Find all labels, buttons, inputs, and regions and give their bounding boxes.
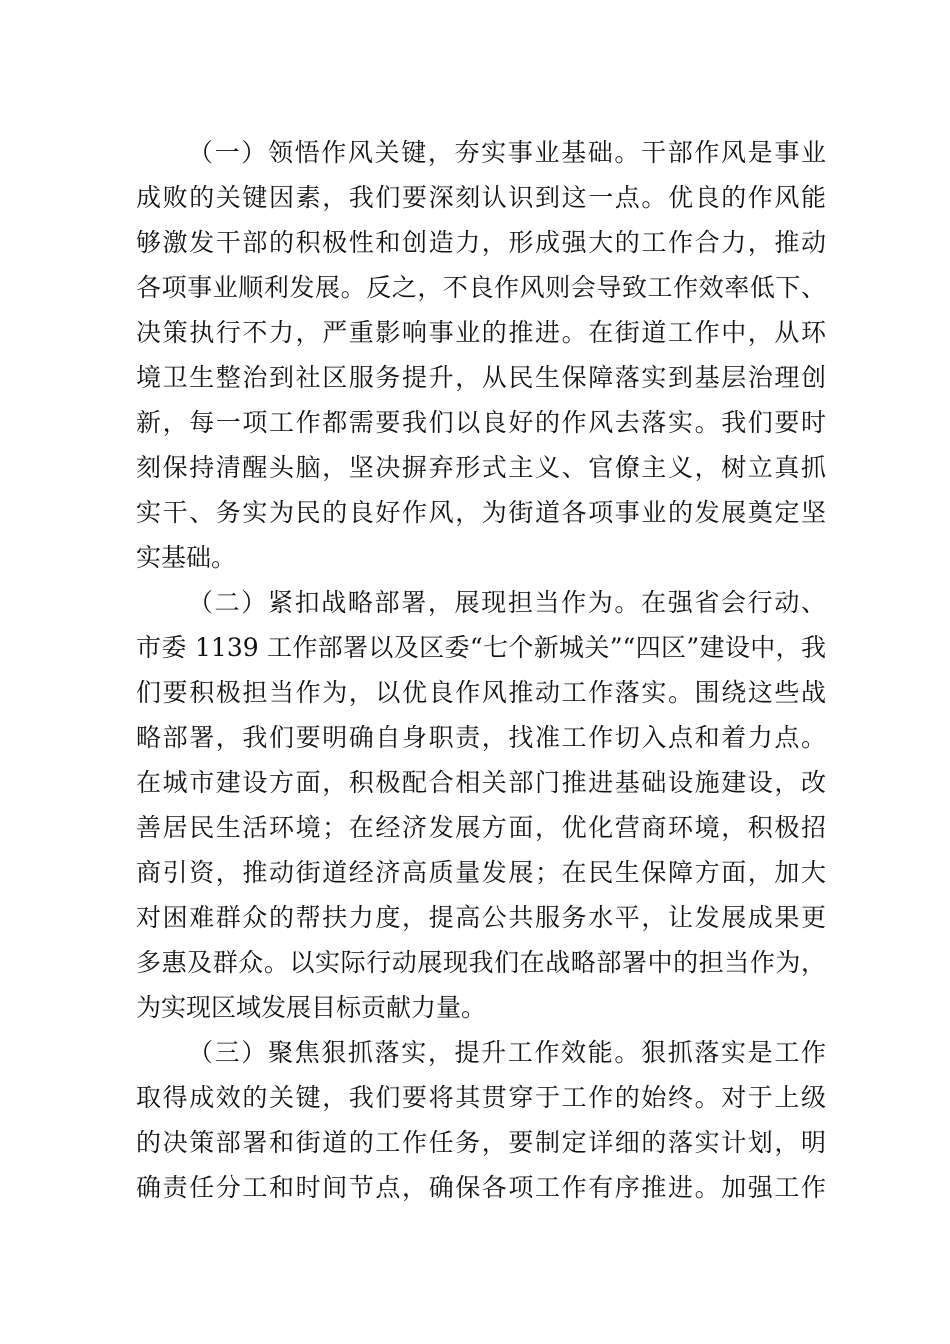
paragraph-line: 对困难群众的帮扶力度，提高公共服务水平，让发展成果更: [136, 903, 826, 932]
paragraph-line: 取得成效的关键，我们要将其贯穿于工作的始终。对于上级: [136, 1083, 826, 1112]
paragraph-line: 的决策部署和街道的工作任务，要制定详细的落实计划，明: [136, 1128, 826, 1157]
paragraph-line: （二）紧扣战略部署，展现担当作为。在强省会行动、: [188, 588, 826, 617]
paragraph-line: 为实现区域发展目标贡献力量。: [136, 993, 487, 1022]
paragraph-line: 确责任分工和时间节点，确保各项工作有序推进。加强工作: [136, 1173, 826, 1202]
paragraph-line: （三）聚焦狠抓落实，提升工作效能。狠抓落实是工作: [188, 1038, 826, 1067]
paragraph-line: 成败的关键因素，我们要深刻认识到这一点。优良的作风能: [136, 183, 826, 212]
paragraph-line: 实干、务实为民的良好作风，为街道各项事业的发展奠定坚: [136, 498, 826, 527]
paragraph-line: 略部署，我们要明确自身职责，找准工作切入点和着力点。: [136, 723, 826, 752]
paragraph-line: 刻保持清醒头脑，坚决摒弃形式主义、官僚主义，树立真抓: [136, 453, 826, 482]
paragraph-line: 市委 1139 工作部署以及区委“七个新城关”“四区”建设中，我: [136, 633, 826, 662]
paragraph-line: 实基础。: [136, 543, 237, 572]
paragraph-line: 决策执行不力，严重影响事业的推进。在街道工作中，从环: [136, 318, 826, 347]
paragraph-line: 们要积极担当作为，以优良作风推动工作落实。围绕这些战: [136, 678, 826, 707]
paragraph-line: 善居民生活环境；在经济发展方面，优化营商环境，积极招: [136, 813, 826, 842]
paragraph-1: [136, 130, 826, 580]
paragraph-line: （一）领悟作风关键，夯实事业基础。干部作风是事业: [188, 138, 826, 167]
paragraph-line: 够激发干部的积极性和创造力，形成强大的工作合力，推动: [136, 228, 826, 257]
paragraph-line: 在城市建设方面，积极配合相关部门推进基础设施建设，改: [136, 768, 826, 797]
paragraph-3: [136, 1030, 826, 1210]
paragraph-line: 新，每一项工作都需要我们以良好的作风去落实。我们要时: [136, 408, 826, 437]
paragraph-line: 境卫生整治到社区服务提升，从民生保障落实到基层治理创: [136, 363, 826, 392]
document-body: [136, 130, 826, 1210]
paragraph-line: 各项事业顺利发展。反之，不良作风则会导致工作效率低下、: [136, 273, 826, 302]
paragraph-line: 多惠及群众。以实际行动展现我们在战略部署中的担当作为，: [136, 948, 826, 977]
paragraph-line: 商引资，推动街道经济高质量发展；在民生保障方面，加大: [136, 858, 826, 887]
paragraph-2: [136, 580, 826, 1030]
